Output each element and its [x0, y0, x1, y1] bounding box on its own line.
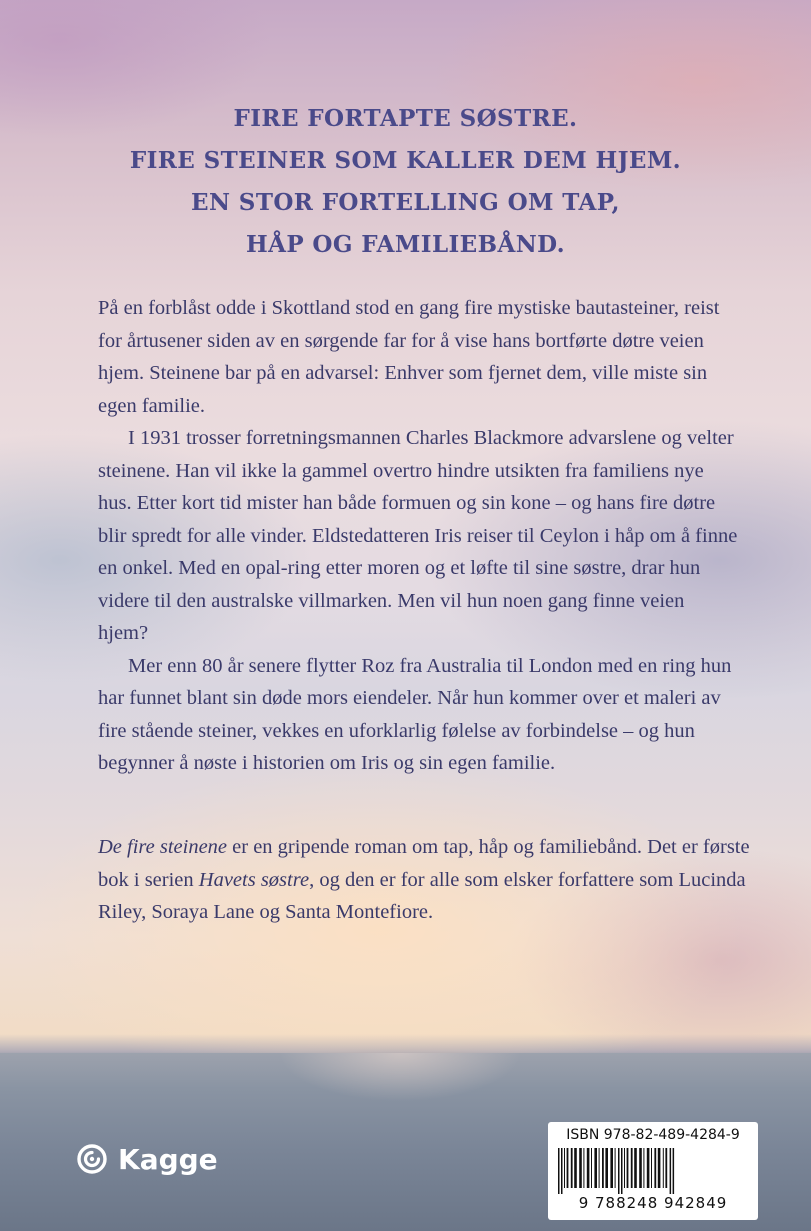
barcode-bar [594, 1148, 597, 1188]
closing-text-a: er en gripende roman om tap, håp og familiebånd. Det er første bok i serien [98, 836, 750, 891]
barcode-bar [605, 1148, 608, 1188]
publisher-name: Kagge [118, 1142, 218, 1176]
tagline-line-2: FIRE STEINER SOM KALLER DEM HJEM. [129, 147, 682, 174]
barcode-bar [634, 1148, 637, 1188]
book-title: De fire steinene [98, 836, 228, 858]
closing-paragraph [98, 831, 778, 929]
barcode-bar [647, 1148, 650, 1188]
barcode-bar [571, 1148, 573, 1188]
kagge-logo-icon [76, 1143, 108, 1175]
blurb-paragraph-1: På en forblåst odde i Skottland stod en gang fire mystiske bautasteiner, reist for årtusener siden av en sørgende far for å vise hans bortførte døtre veien hjem. Steinene bar på en advarsel: Enhver som fjernet dem, ville miste sin egen familie. [98, 297, 720, 417]
blurb-paragraph-2: I 1931 trosser forretningsmannen Charles Blackmore advarslene og velter steinene. Han vil ikke la gammel overtro hindre utsikten fra familiens nye hus. Etter kort tid mister han både formuen og sin kone – og hans fire døtre blir spredt for alle vinder. Eldstedatteren Iris reiser til Ceylon i håp om å finne en onkel. Med en opal-ring etter moren og et løfte til sine søstre, drar hun videre til den australske villmarken. Men vil hun noen gang finne veien hjem? [98, 427, 738, 644]
barcode-digits: 9 788248 942849 [578, 1194, 728, 1212]
series-title: Havets søstre [198, 868, 310, 891]
barcode-bar [639, 1148, 642, 1188]
barcode-bar [673, 1148, 675, 1194]
barcode-bar [670, 1148, 672, 1194]
tagline-line-1: FIRE FORTAPTE SØSTRE. [233, 105, 578, 132]
blurb-paragraph-3: Mer enn 80 år senere flytter Roz fra Australia til London med en ring hun har funnet blant sin døde mors eiendeler. Når hun kommer over et maleri av fire stående steiner, vekkes en uforklarlig følelse av forbindelse – og hun begynner å nøste i historien om Iris og sin egen familie. [98, 654, 732, 774]
sea-reflection [250, 1053, 550, 1173]
barcode-bar [574, 1148, 577, 1188]
barcode-bar [658, 1148, 661, 1188]
barcode-bar [621, 1148, 623, 1194]
tagline-line-3: EN STOR FORTELLING OM TAP, [191, 189, 620, 216]
blurb [98, 292, 738, 780]
isbn-label: ISBN 978-82-489-4284-9 [566, 1127, 740, 1143]
barcode-bar [561, 1148, 563, 1194]
barcode-bar [643, 1148, 644, 1188]
barcode-bar [602, 1148, 604, 1188]
barcode-bar [631, 1148, 633, 1188]
barcode-bar [615, 1148, 616, 1188]
barcode-bar [624, 1148, 625, 1188]
barcode-bar [567, 1148, 569, 1188]
publisher-logo [76, 1139, 218, 1179]
barcode-bar [665, 1148, 667, 1188]
barcode-bar [591, 1148, 592, 1188]
barcode-bar [583, 1148, 584, 1188]
barcode-bar [587, 1148, 590, 1188]
barcode-bars [556, 1148, 750, 1194]
barcode-bar [564, 1148, 565, 1188]
barcode-bar [663, 1148, 664, 1188]
barcode-bar [651, 1148, 652, 1188]
barcode-bar [599, 1148, 600, 1188]
barcode-bar [618, 1148, 620, 1194]
barcode-bar [654, 1148, 656, 1188]
barcode-bar [627, 1148, 629, 1188]
barcode-bar [579, 1148, 582, 1188]
barcode-bar [558, 1148, 560, 1194]
isbn-barcode [548, 1122, 758, 1220]
closing-text-b: , og den er for alle som elsker forfattere som Lucinda Riley, Soraya Lane og Santa Montefiore. [98, 868, 746, 923]
tagline-line-4: HÅP OG FAMILIEBÅND. [245, 231, 566, 258]
tagline [0, 98, 811, 266]
closing-text [98, 831, 778, 929]
barcode-bar [610, 1148, 613, 1188]
